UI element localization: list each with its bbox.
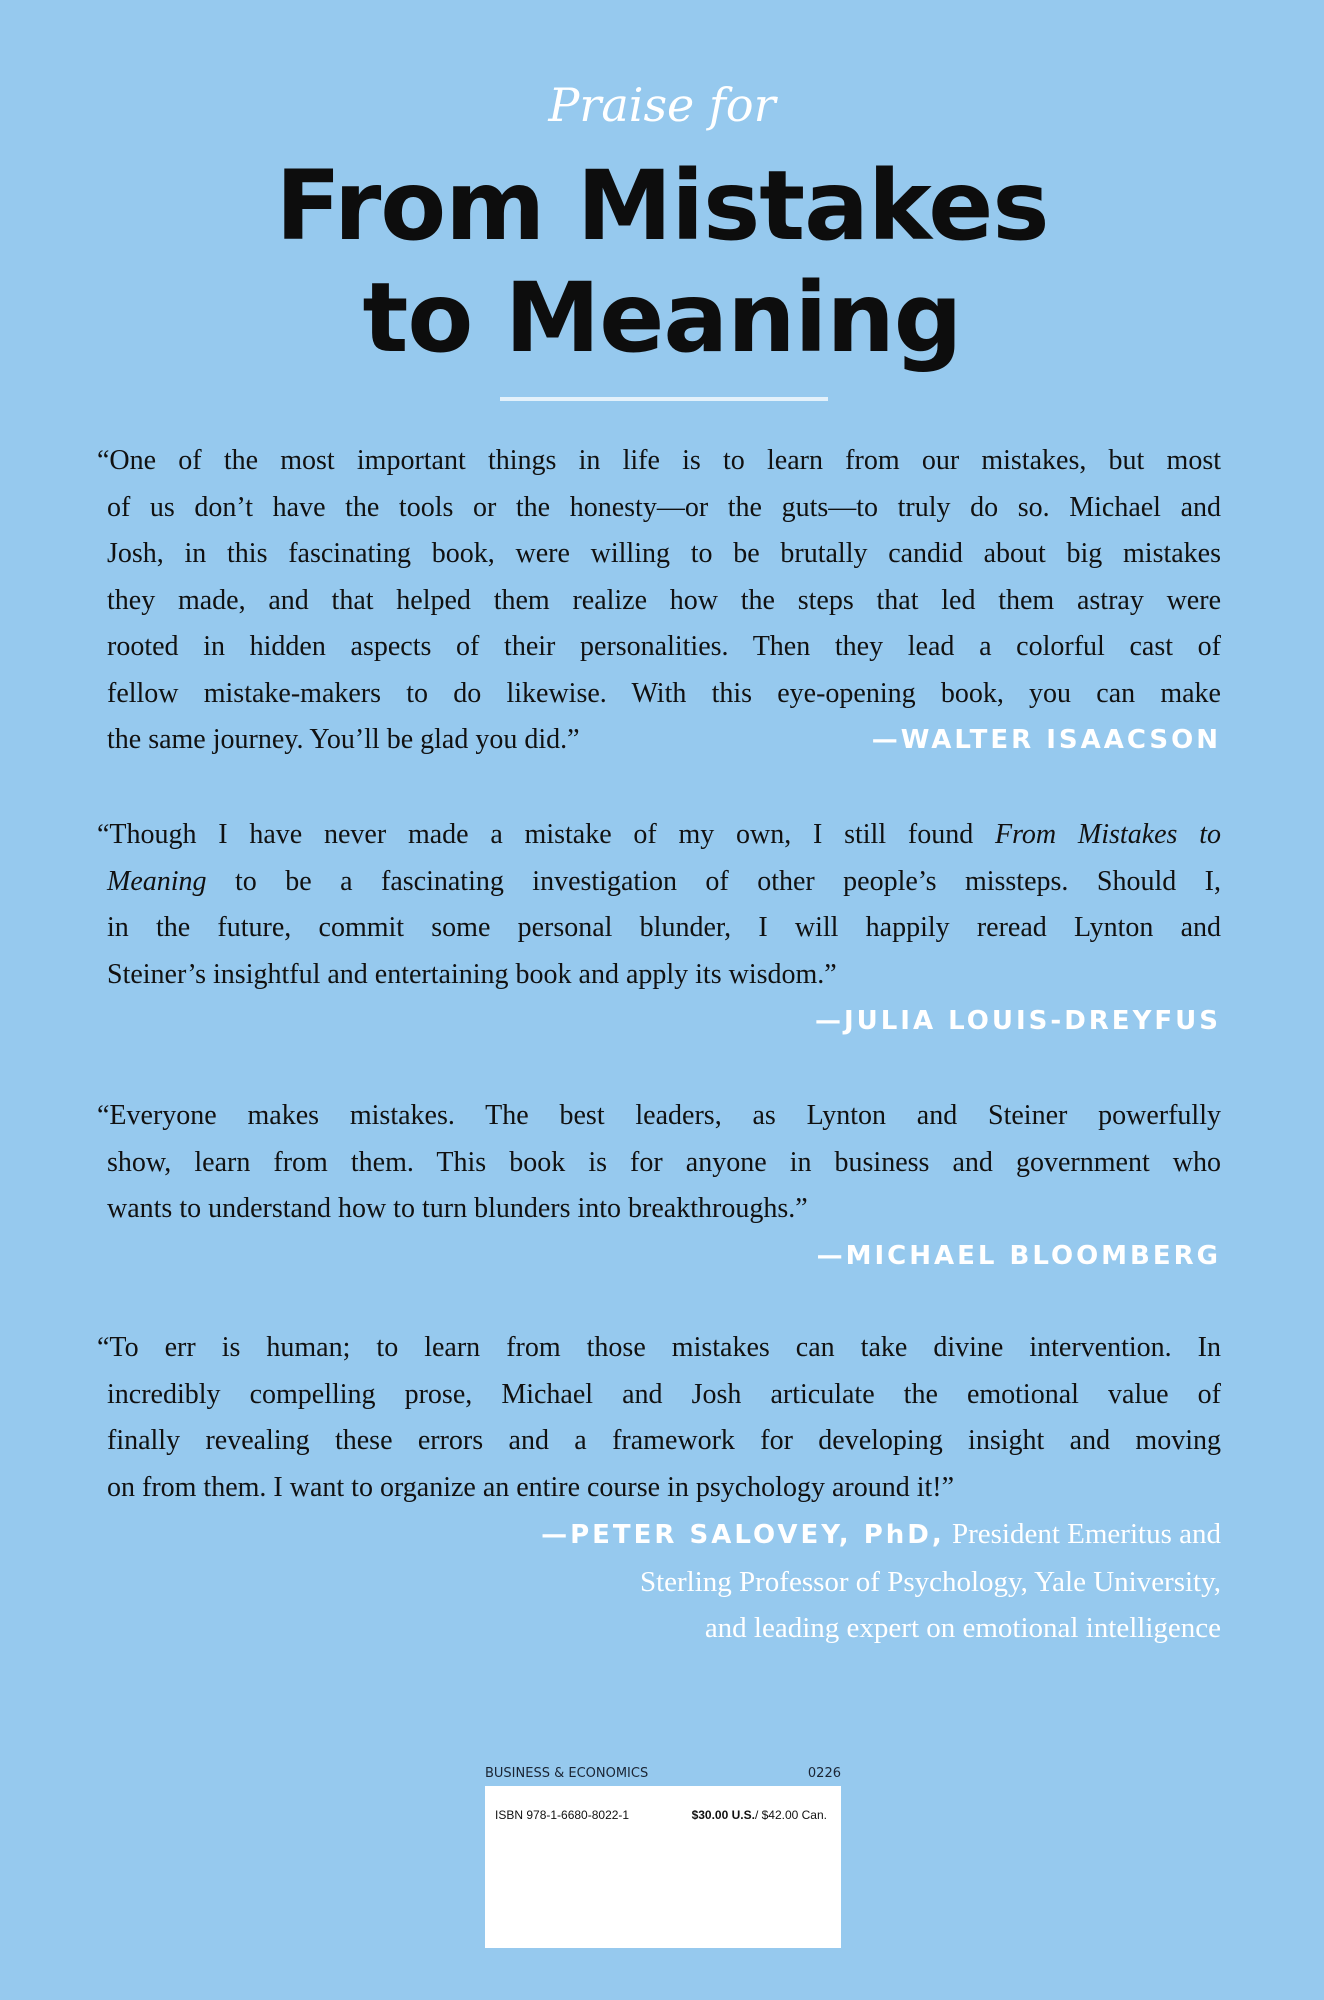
- quote-line: [97, 859, 1221, 906]
- isbn: ISBN 978-1-6680-8022-1: [495, 1808, 630, 1822]
- quote-line: Josh, in this fascinating book, were willing to be brutally candid about big mistakes: [107, 538, 1221, 569]
- divider: [500, 397, 828, 401]
- price-can: / $42.00 Can.: [754, 1808, 827, 1822]
- credentials-line: [97, 1511, 1221, 1559]
- quote-line: on from them. I want to organize an entire course in psychology around it!”: [107, 1471, 955, 1503]
- title-line-2: to Meaning: [362, 262, 962, 374]
- quote-line: rooted in hidden aspects of their personalities. Then they lead a colorful cast of: [107, 631, 1221, 662]
- quote-line: they made, and that helped them realize how the steps that led them astray were: [107, 584, 1221, 616]
- quote-line: of us don’t have the tools or the honesty—or the guts—to truly do so. Michael and: [107, 491, 1221, 523]
- book-title-italic: From Mistakes to: [994, 819, 1221, 850]
- quote-salovey: [97, 1325, 1221, 1652]
- credentials-line: Sterling Professor of Psychology, Yale University,: [639, 1565, 1221, 1598]
- quote-line: show, learn from them. This book is for anyone in business and government who: [107, 1146, 1221, 1178]
- category-label: BUSINESS & ECONOMICS: [485, 1766, 649, 1781]
- credential-text: President Emeritus and: [951, 1518, 1221, 1550]
- title-line-1: From Mistakes: [275, 150, 1049, 262]
- quote-line: in the future, commit some personal blunder, I will happily reread Lynton and: [107, 912, 1221, 943]
- price: [692, 1808, 827, 1822]
- quote-line: incredibly compelling prose, Michael and Josh articulate the emotional value of: [107, 1378, 1221, 1410]
- barcode-box: [485, 1786, 841, 1948]
- quote-line: [97, 812, 1221, 859]
- quote-line: fellow mistake-makers to do likewise. With this eye-opening book, you can make: [107, 677, 1221, 709]
- attribution: —JULIA LOUIS-DREYFUS: [814, 1006, 1221, 1036]
- quote-louis-dreyfus: [97, 812, 1221, 1045]
- praise-heading: Praise for: [548, 78, 776, 132]
- quote-line: Steiner’s insightful and entertaining book and apply its wisdom.”: [107, 958, 837, 990]
- quote-line: “Everyone makes mistakes. The best leaders, as Lynton and Steiner powerfully: [97, 1100, 1221, 1131]
- category-code: 0226: [807, 1766, 841, 1781]
- price-us: $30.00 U.S.: [691, 1808, 755, 1822]
- quote-line: “To err is human; to learn from those mistakes can take divine intervention. In: [97, 1332, 1221, 1363]
- attribution: —WALTER ISAACSON: [871, 725, 1221, 755]
- quote-isaacson: [97, 438, 1221, 764]
- quote-line: wants to understand how to turn blunders into breakthroughs.”: [107, 1193, 808, 1224]
- book-title: [0, 150, 1324, 374]
- barcode-label: [485, 1766, 841, 1781]
- quote-line: [97, 717, 1221, 764]
- attribution: —MICHAEL BLOOMBERG: [816, 1240, 1221, 1271]
- quote-text: to be a fascinating investigation of other people’s missteps. Should I,: [206, 865, 1221, 897]
- credentials-line: and leading expert on emotional intelligence: [704, 1612, 1221, 1644]
- quote-bloomberg: [97, 1093, 1221, 1279]
- quote-line: “One of the most important things in life is to learn from our mistakes, but most: [97, 445, 1221, 476]
- quote-line: finally revealing these errors and a framework for developing insight and moving: [107, 1425, 1221, 1456]
- attribution: —PETER SALOVEY, PhD,: [541, 1520, 945, 1550]
- book-title-italic: Meaning: [107, 865, 207, 897]
- quote-text: “Though I have never made a mistake of my own, I still found: [97, 819, 995, 850]
- quote-text: the same journey. You’ll be glad you did.”: [107, 724, 580, 755]
